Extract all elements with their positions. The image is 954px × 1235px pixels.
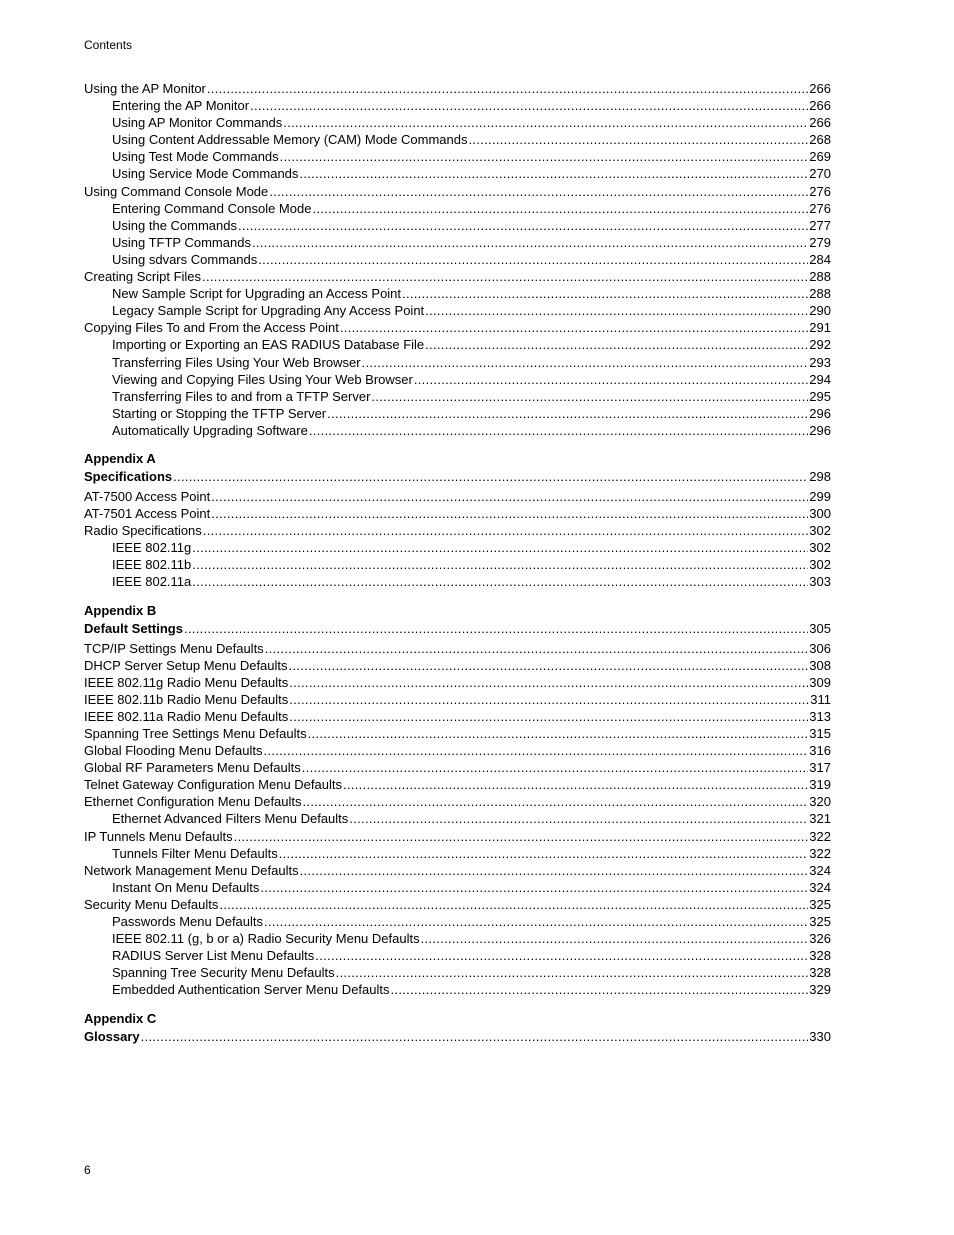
entry-title: Using sdvars Commands <box>112 251 258 267</box>
dot-leader <box>192 539 808 556</box>
entry-page-number: 303 <box>809 574 831 590</box>
entry-title: Using the AP Monitor <box>84 81 206 96</box>
entry-page-number: 277 <box>809 217 831 233</box>
entry-title: Creating Script Files <box>84 269 202 285</box>
entry-title: Using Command Console Mode <box>84 183 269 199</box>
toc-subsection-entry[interactable] <box>84 302 831 319</box>
entry-page-number: 270 <box>809 166 831 182</box>
toc-section-entry[interactable] <box>84 691 831 708</box>
entry-page-number: 266 <box>809 98 831 114</box>
entry-page-number: 296 <box>809 422 831 438</box>
dot-leader <box>299 165 808 182</box>
toc-section-entry[interactable] <box>84 708 831 725</box>
entry-title: Starting or Stopping the TFTP Server <box>112 405 327 421</box>
entry-title: Network Management Menu Defaults <box>84 862 299 878</box>
entry-title: Security Menu Defaults <box>84 896 219 912</box>
dot-leader <box>402 285 808 302</box>
dot-leader <box>336 964 809 981</box>
entry-page-number: 269 <box>809 149 831 165</box>
dot-leader <box>219 896 808 913</box>
dot-leader <box>315 947 808 964</box>
appendix-heading: Appendix B <box>84 602 157 618</box>
entry-page-number: 279 <box>809 234 831 250</box>
entry-page-number: 302 <box>809 540 831 556</box>
toc-subsection-entry[interactable] <box>84 405 831 422</box>
toc-subsection-entry[interactable] <box>84 251 831 268</box>
toc-section-entry[interactable] <box>84 862 831 879</box>
toc-subsection-entry[interactable] <box>84 131 831 148</box>
dot-leader <box>371 388 808 405</box>
entry-title: Passwords Menu Defaults <box>112 914 264 930</box>
dot-leader <box>211 488 808 505</box>
toc-subsection-entry[interactable] <box>84 964 831 981</box>
entry-page-number: 300 <box>809 506 831 522</box>
entry-page-number: 306 <box>809 640 831 656</box>
entry-page-number: 320 <box>809 794 831 810</box>
toc-section-entry[interactable] <box>84 657 831 674</box>
dot-leader <box>264 913 808 930</box>
toc-subsection-entry[interactable] <box>84 148 831 165</box>
entry-title: Ethernet Configuration Menu Defaults <box>84 794 302 810</box>
entry-page-number: 311 <box>810 691 831 707</box>
entry-title: Telnet Gateway Configuration Menu Defaults <box>84 777 342 793</box>
dot-leader <box>391 981 809 998</box>
dot-leader <box>414 371 808 388</box>
entry-title: Spanning Tree Security Menu Defaults <box>112 965 335 981</box>
toc-section-entry[interactable] <box>84 488 831 505</box>
dot-leader <box>289 708 808 725</box>
entry-title: Importing or Exporting an EAS RADIUS Database File <box>112 337 425 353</box>
dot-leader <box>211 505 808 522</box>
toc-subsection-entry[interactable] <box>84 217 831 234</box>
entry-title: IP Tunnels Menu Defaults <box>84 828 233 844</box>
toc-section-entry[interactable] <box>84 505 831 522</box>
appendix-heading: Appendix A <box>84 450 156 466</box>
entry-page-number: 308 <box>809 657 831 673</box>
entry-page-number: 325 <box>809 914 831 930</box>
dot-leader <box>289 674 808 691</box>
dot-leader <box>303 793 809 810</box>
entry-title: New Sample Script for Upgrading an Access Point <box>112 286 402 302</box>
entry-title: IEEE 802.11b <box>112 557 192 573</box>
entry-page-number: 268 <box>809 132 831 148</box>
toc-subsection-entry[interactable] <box>84 234 831 251</box>
dot-leader <box>265 640 809 657</box>
entry-title: Viewing and Copying Files Using Your Web Browser <box>112 371 413 387</box>
appendix-heading: Appendix C <box>84 1010 157 1026</box>
dot-leader <box>327 405 808 422</box>
entry-page-number: 322 <box>809 845 831 861</box>
toc-section-entry[interactable] <box>84 640 831 657</box>
entry-title: Using Test Mode Commands <box>112 149 279 165</box>
entry-title: Global Flooding Menu Defaults <box>84 743 263 759</box>
toc-subsection-entry[interactable] <box>84 539 831 556</box>
entry-page-number: 328 <box>809 948 831 964</box>
toc-subsection-entry[interactable] <box>84 930 831 947</box>
toc-subsection-entry[interactable] <box>84 285 831 302</box>
toc-section-entry[interactable] <box>84 759 831 776</box>
dot-leader <box>184 620 808 637</box>
toc-section-entry[interactable] <box>84 674 831 691</box>
dot-leader <box>141 1028 809 1045</box>
dot-leader <box>300 862 809 879</box>
entry-title: IEEE 802.11b Radio Menu Defaults <box>84 691 289 707</box>
entry-page-number: 276 <box>809 200 831 216</box>
entry-title: Default Settings <box>84 620 183 636</box>
dot-leader <box>312 200 808 217</box>
entry-page-number: 266 <box>809 115 831 131</box>
entry-page-number: 292 <box>809 337 831 353</box>
toc-subsection-entry[interactable] <box>84 422 831 439</box>
dot-leader <box>280 148 809 165</box>
entry-page-number: 296 <box>809 405 831 421</box>
entry-page-number: 325 <box>809 896 831 912</box>
toc-section-entry[interactable] <box>84 725 831 742</box>
entry-title: IEEE 802.11a Radio Menu Defaults <box>84 708 289 724</box>
entry-page-number: 288 <box>809 286 831 302</box>
entry-title: Copying Files To and From the Access Point <box>84 320 339 336</box>
entry-title: Legacy Sample Script for Upgrading Any Access Point <box>112 303 425 319</box>
entry-page-number: 316 <box>809 743 831 759</box>
entry-page-number: 293 <box>809 354 831 370</box>
toc-section-entry[interactable] <box>84 319 831 336</box>
dot-leader <box>258 251 808 268</box>
entry-title: AT-7500 Access Point <box>84 488 211 504</box>
entry-title: Specifications <box>84 468 173 484</box>
toc-subsection-entry[interactable] <box>84 981 831 998</box>
dot-leader <box>343 776 808 793</box>
entry-title: IEEE 802.11a <box>112 574 192 590</box>
entry-title: Global RF Parameters Menu Defaults <box>84 760 301 776</box>
dot-leader <box>250 97 808 114</box>
toc-subsection-entry[interactable] <box>84 810 831 827</box>
entry-page-number: 284 <box>809 251 831 267</box>
dot-leader <box>238 217 808 234</box>
toc-chapter-entry[interactable] <box>84 468 831 488</box>
dot-leader <box>468 131 808 148</box>
entry-page-number: 319 <box>809 777 831 793</box>
entry-title: Spanning Tree Settings Menu Defaults <box>84 726 307 741</box>
toc-subsection-entry[interactable] <box>84 388 831 405</box>
entry-title: Glossary <box>84 1028 140 1044</box>
entry-title: Using the Commands <box>112 217 237 233</box>
entry-page-number: 302 <box>809 557 831 573</box>
entry-page-number: 309 <box>809 674 831 690</box>
entry-title: IEEE 802.11g Radio Menu Defaults <box>84 674 289 690</box>
entry-page-number: 276 <box>809 183 831 199</box>
entry-title: Using AP Monitor Commands <box>112 115 283 131</box>
toc-subsection-entry[interactable] <box>84 879 831 896</box>
entry-page-number: 305 <box>809 620 831 636</box>
dot-leader <box>192 556 808 573</box>
entry-page-number: 324 <box>809 862 831 878</box>
dot-leader <box>289 691 809 708</box>
dot-leader <box>234 828 809 845</box>
entry-page-number: 329 <box>809 982 831 998</box>
entry-title: Using TFTP Commands <box>112 234 251 250</box>
toc-subsection-entry[interactable] <box>84 200 831 217</box>
toc-subsection-entry[interactable] <box>84 354 831 371</box>
entry-page-number: 294 <box>809 371 831 387</box>
entry-title: IEEE 802.11g <box>112 540 192 556</box>
entry-title: AT-7501 Access Point <box>84 506 211 522</box>
toc-section-entry[interactable] <box>84 896 831 913</box>
toc-subsection-entry[interactable] <box>84 371 831 388</box>
entry-title: RADIUS Server List Menu Defaults <box>112 948 315 964</box>
dot-leader <box>289 657 809 674</box>
toc-subsection-entry[interactable] <box>84 573 831 590</box>
entry-page-number: 330 <box>809 1028 831 1044</box>
dot-leader <box>425 302 808 319</box>
toc-chapter-entry[interactable] <box>84 1028 831 1048</box>
dot-leader <box>362 354 809 371</box>
entry-page-number: 315 <box>809 726 831 741</box>
entry-page-number: 322 <box>809 828 831 844</box>
dot-leader <box>202 268 808 285</box>
toc-section-entry[interactable] <box>84 80 831 97</box>
dot-leader <box>421 930 809 947</box>
entry-title: Instant On Menu Defaults <box>112 879 260 895</box>
dot-leader <box>252 234 808 251</box>
entry-title: Ethernet Advanced Filters Menu Defaults <box>112 811 349 827</box>
dot-leader <box>349 810 808 827</box>
dot-leader <box>207 80 808 97</box>
entry-page-number: 299 <box>809 488 831 504</box>
entry-title: TCP/IP Settings Menu Defaults <box>84 640 264 656</box>
dot-leader <box>283 114 808 131</box>
entry-title: Entering Command Console Mode <box>112 200 312 216</box>
toc-subsection-entry[interactable] <box>84 556 831 573</box>
dot-leader <box>302 759 809 776</box>
entry-page-number: 291 <box>809 320 831 336</box>
entry-page-number: 328 <box>809 965 831 981</box>
entry-page-number: 317 <box>809 760 831 776</box>
toc-subsection-entry[interactable] <box>84 913 831 930</box>
entry-page-number: 302 <box>809 523 831 539</box>
toc-chapter-entry[interactable] <box>84 620 831 640</box>
table-of-contents <box>84 80 831 1048</box>
dot-leader <box>260 879 808 896</box>
entry-page-number: 324 <box>809 879 831 895</box>
entry-title: Embedded Authentication Server Menu Defaults <box>112 982 390 998</box>
entry-title: Using Service Mode Commands <box>112 166 299 182</box>
dot-leader <box>308 725 809 742</box>
toc-section-entry[interactable] <box>84 828 831 845</box>
dot-leader <box>309 422 808 439</box>
entry-title: Entering the AP Monitor <box>112 98 250 114</box>
toc-section-entry[interactable] <box>84 776 831 793</box>
page-header: Contents <box>84 38 133 52</box>
entry-title: Tunnels Filter Menu Defaults <box>112 845 278 861</box>
page-number: 6 <box>84 1163 91 1177</box>
dot-leader <box>173 468 808 485</box>
entry-page-number: 295 <box>809 388 831 404</box>
entry-title: Transferring Files to and from a TFTP Server <box>112 388 371 404</box>
entry-title: Using Content Addressable Memory (CAM) Mode Commands <box>112 132 468 148</box>
entry-title: Transferring Files Using Your Web Browser <box>112 354 361 370</box>
entry-page-number: 321 <box>809 811 831 827</box>
entry-page-number: 313 <box>809 708 831 724</box>
entry-page-number: 266 <box>809 81 831 96</box>
dot-leader <box>203 522 809 539</box>
dot-leader <box>269 183 808 200</box>
dot-leader <box>279 845 809 862</box>
toc-section-entry[interactable] <box>84 268 831 285</box>
entry-title: Automatically Upgrading Software <box>112 422 308 438</box>
entry-page-number: 290 <box>809 303 831 319</box>
dot-leader <box>425 336 808 353</box>
dot-leader <box>192 573 808 590</box>
toc-subsection-entry[interactable] <box>84 947 831 964</box>
dot-leader <box>264 742 809 759</box>
toc-section-entry[interactable] <box>84 793 831 810</box>
entry-title: DHCP Server Setup Menu Defaults <box>84 657 288 673</box>
entry-page-number: 298 <box>809 468 831 484</box>
entry-page-number: 288 <box>809 269 831 285</box>
entry-title: Radio Specifications <box>84 523 202 539</box>
entry-page-number: 326 <box>809 931 831 947</box>
toc-subsection-entry[interactable] <box>84 97 831 114</box>
dot-leader <box>340 319 808 336</box>
toc-subsection-entry[interactable] <box>84 114 831 131</box>
toc-section-entry[interactable] <box>84 522 831 539</box>
toc-subsection-entry[interactable] <box>84 336 831 353</box>
toc-section-entry[interactable] <box>84 183 831 200</box>
toc-section-entry[interactable] <box>84 742 831 759</box>
toc-subsection-entry[interactable] <box>84 165 831 182</box>
entry-title: IEEE 802.11 (g, b or a) Radio Security Menu Defaults <box>112 931 420 947</box>
toc-subsection-entry[interactable] <box>84 845 831 862</box>
